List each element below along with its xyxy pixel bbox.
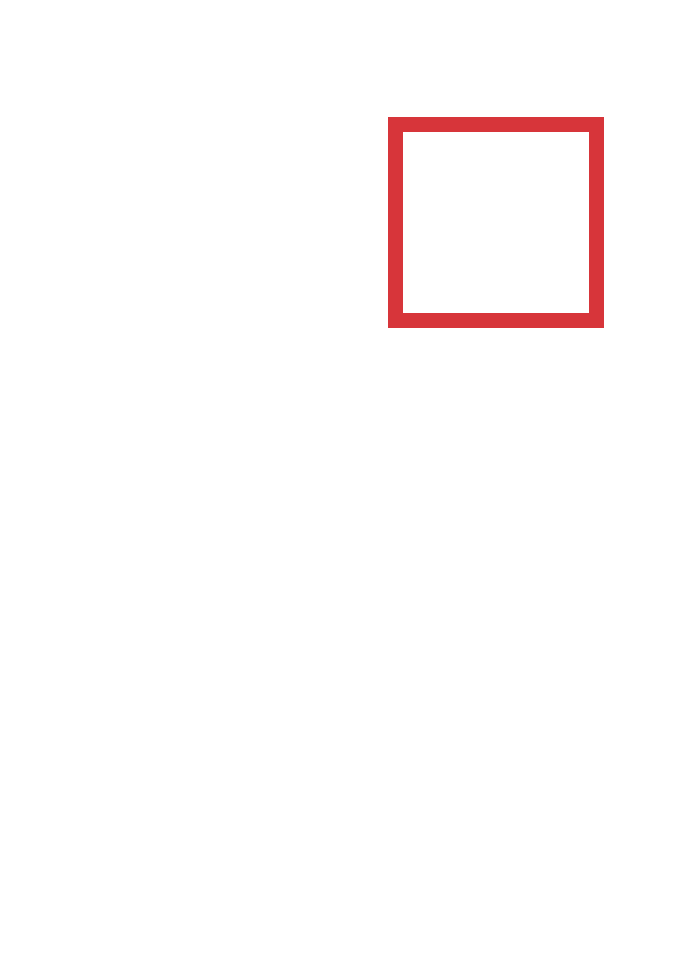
official-seal <box>388 117 604 328</box>
